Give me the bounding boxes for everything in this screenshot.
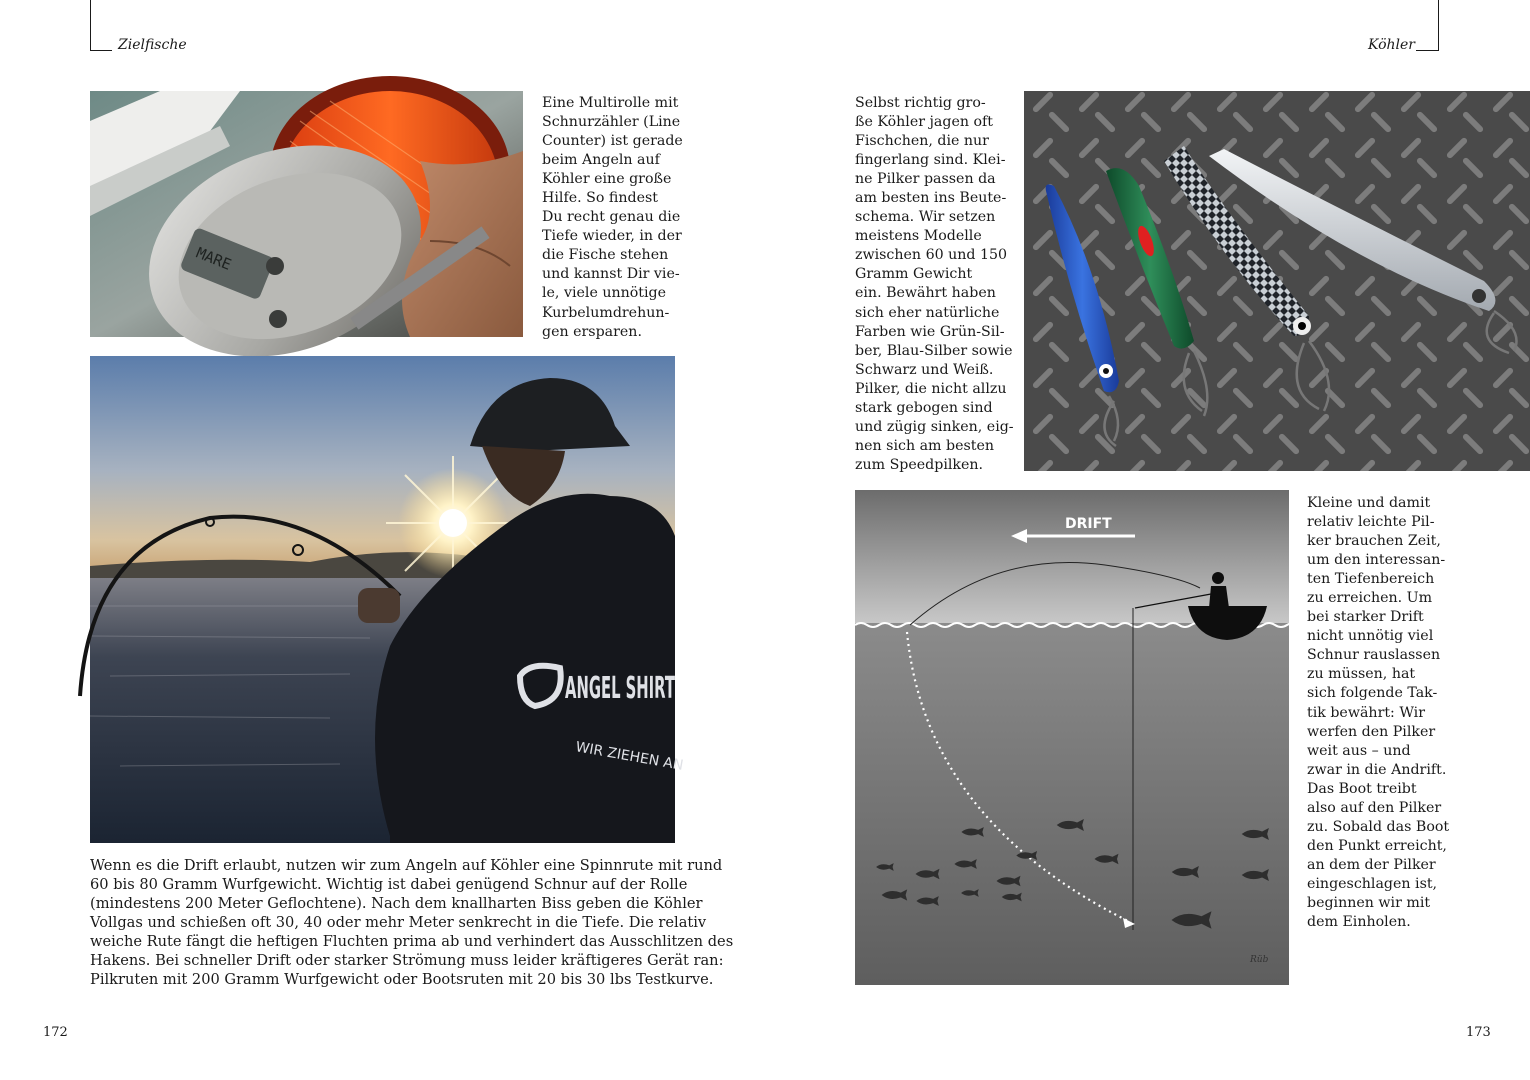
caption-line: werfen den Pilker	[1307, 723, 1436, 740]
caption-line: Schnurzähler (Line	[542, 114, 681, 131]
sunset-angler-photo	[90, 356, 685, 843]
caption-line: Fischchen, die nur	[855, 133, 989, 150]
multireel-photo	[90, 91, 523, 337]
left-corner-rule-horizontal	[90, 50, 112, 51]
right-corner-rule-vertical	[1438, 0, 1439, 51]
caption-line: Du recht genau die	[542, 209, 681, 226]
caption-line: um den interessan-	[1307, 552, 1446, 569]
caption-line: ein. Bewährt haben	[855, 285, 996, 302]
caption-line: ten Tiefenbereich	[1307, 571, 1435, 588]
caption-line: Schnur rauslassen	[1307, 647, 1441, 664]
body-line: weiche Rute fängt die heftigen Fluchten prima ab und verhindert das Ausschlitzen des	[90, 933, 734, 951]
diagram-caption	[1307, 494, 1449, 932]
caption-line: ber, Blau-Silber sowie	[855, 342, 1013, 359]
pilker-caption	[855, 94, 1014, 475]
left-corner-rule-vertical	[90, 0, 91, 51]
caption-line: schema. Wir setzen	[855, 209, 996, 226]
left-running-head: Zielfische	[118, 37, 187, 53]
caption-line: stark gebogen sind	[855, 399, 993, 416]
body-line: 60 bis 80 Gramm Wurfgewicht. Wichtig ist dabei genügend Schnur auf der Rolle	[90, 876, 688, 894]
caption-line: weit aus – und	[1307, 742, 1411, 759]
body-line: Pilkruten mit 200 Gramm Wurfgewicht oder Bootsruten mit 20 bis 30 lbs Testkurve.	[90, 971, 714, 989]
caption-line: tik bewährt: Wir	[1307, 704, 1425, 721]
caption-line: Kleine und damit	[1307, 495, 1431, 511]
caption-line: zu erreichen. Um	[1307, 590, 1433, 607]
caption-line: bei starker Drift	[1307, 609, 1424, 626]
caption-line: zu müssen, hat	[1307, 666, 1416, 683]
caption-line: am besten ins Beute-	[855, 190, 1007, 207]
caption-line: beim Angeln auf	[542, 152, 660, 169]
caption-line: Hilfe. So findest	[542, 190, 658, 207]
caption-line: Counter) ist gerade	[542, 133, 683, 150]
caption-line: die Fische stehen	[542, 247, 669, 264]
drift-label: DRIFT	[1065, 516, 1112, 532]
caption-line: ne Pilker passen da	[855, 171, 996, 188]
caption-line: zu. Sobald das Boot	[1307, 818, 1450, 835]
body-line: Vollgas und schießen oft 30, 40 oder mehr Meter senkrecht in die Tiefe. Die relativ	[90, 914, 707, 932]
right-running-head: Köhler	[1368, 37, 1415, 53]
caption-line: Eine Multirolle mit	[542, 95, 679, 111]
caption-line: nicht unnötig viel	[1307, 628, 1434, 645]
reel-counter-text: MARE	[193, 243, 234, 274]
caption-line: und zügig sinken, eig-	[855, 418, 1014, 435]
reel-caption	[542, 94, 683, 342]
caption-line: Tiefe wieder, in der	[542, 228, 682, 245]
caption-line: den Punkt erreicht,	[1307, 837, 1447, 854]
caption-line: Gramm Gewicht	[855, 266, 973, 283]
caption-line: nen sich am besten	[855, 437, 995, 454]
caption-line: zwar in die Andrift.	[1307, 761, 1447, 778]
caption-line: ße Köhler jagen oft	[855, 114, 993, 131]
caption-line: ker brauchen Zeit,	[1307, 533, 1441, 550]
caption-line: Pilker, die nicht allzu	[855, 380, 1007, 397]
pilker-lures-photo	[1024, 91, 1530, 471]
caption-line: fingerlang sind. Klei-	[855, 152, 1006, 169]
caption-line: le, viele unnötige	[542, 285, 667, 302]
caption-line: Farben wie Grün-Sil-	[855, 323, 1005, 340]
page-number-right: 173	[1466, 1025, 1491, 1040]
caption-line: eingeschlagen ist,	[1307, 875, 1438, 892]
left-body-text	[90, 856, 733, 989]
caption-line: gen ersparen.	[542, 323, 642, 340]
caption-line: Schwarz und Weiß.	[855, 361, 994, 378]
caption-line: meistens Modelle	[855, 228, 982, 245]
caption-line: sich folgende Tak-	[1307, 685, 1438, 702]
caption-line: an dem der Pilker	[1307, 856, 1436, 873]
caption-line: zum Speedpilken.	[855, 456, 984, 473]
caption-line: dem Einholen.	[1307, 914, 1411, 931]
caption-line: beginnen wir mit	[1307, 894, 1431, 911]
caption-line: relativ leichte Pil-	[1307, 514, 1435, 531]
drift-diagram	[855, 490, 1289, 985]
caption-line: also auf den Pilker	[1307, 799, 1442, 816]
body-line: Hakens. Bei schneller Drift oder starker Strömung muss leider kräftigeres Gerät ran:	[90, 952, 724, 970]
caption-line: Selbst richtig gro-	[855, 95, 986, 111]
page-number-left: 172	[43, 1025, 68, 1040]
hoodie-logo-text: ANGEL SHIRT	[565, 671, 676, 706]
caption-line: sich eher natürliche	[855, 304, 1000, 321]
caption-line: und kannst Dir vie-	[542, 266, 680, 283]
diagram-signature: Rüb	[1250, 955, 1269, 965]
right-corner-rule-horizontal	[1416, 50, 1439, 51]
body-line: (mindestens 200 Meter Geflochtene). Nach dem knallharten Biss geben die Köhler	[90, 895, 703, 913]
caption-line: Das Boot treibt	[1307, 780, 1417, 797]
caption-line: zwischen 60 und 150	[855, 247, 1008, 264]
body-line: Wenn es die Drift erlaubt, nutzen wir zum Angeln auf Köhler eine Spinnrute mit rund	[90, 857, 723, 874]
hoodie-slogan: WIR ZIEHEN AN	[574, 739, 685, 774]
caption-line: Köhler eine große	[542, 171, 672, 188]
caption-line: Kurbelumdrehun-	[542, 304, 670, 321]
